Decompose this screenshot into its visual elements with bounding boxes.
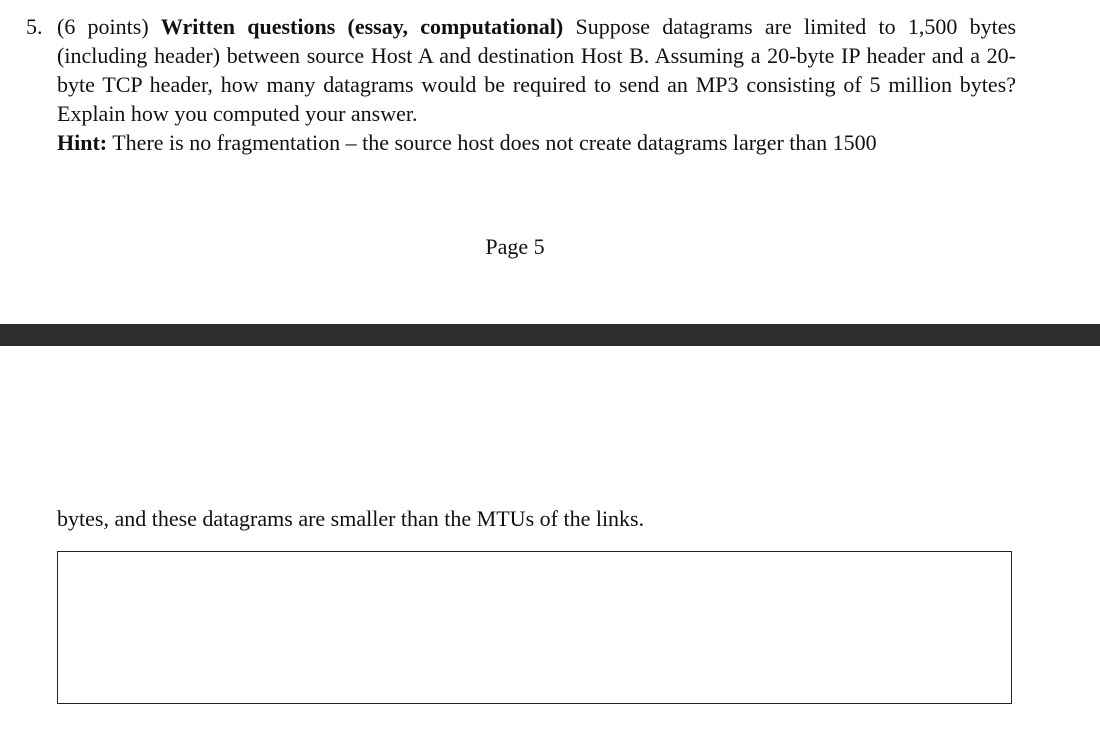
page-bottom bbox=[0, 346, 1100, 730]
answer-input[interactable] bbox=[57, 551, 1012, 704]
question-title: Written questions (essay, computational) bbox=[160, 14, 564, 39]
question-number: 5. bbox=[26, 14, 43, 39]
question-body: Suppose datagrams are limited to 1,500 bytes (including header) between source Host A and destination Host B. Assuming a 20-byte IP header and a 20-byte TCP header, how many datagrams would be required to send an MP3 consisting of 5 million bytes? Explain how you computed your answer. bbox=[57, 14, 1017, 126]
hint-line bbox=[57, 128, 1016, 157]
question-text bbox=[57, 12, 1016, 128]
hint-label: Hint: bbox=[57, 130, 108, 155]
hint-text: There is no fragmentation – the source host does not create datagrams larger than 1500 bbox=[112, 130, 877, 155]
hint-continuation: bytes, and these datagrams are smaller than the MTUs of the links. bbox=[57, 506, 645, 531]
question-5 bbox=[26, 12, 1016, 157]
question-points: (6 points) bbox=[57, 14, 149, 39]
page-top bbox=[0, 0, 1100, 324]
page-separator bbox=[0, 324, 1100, 346]
page-number: Page 5 bbox=[485, 234, 545, 259]
